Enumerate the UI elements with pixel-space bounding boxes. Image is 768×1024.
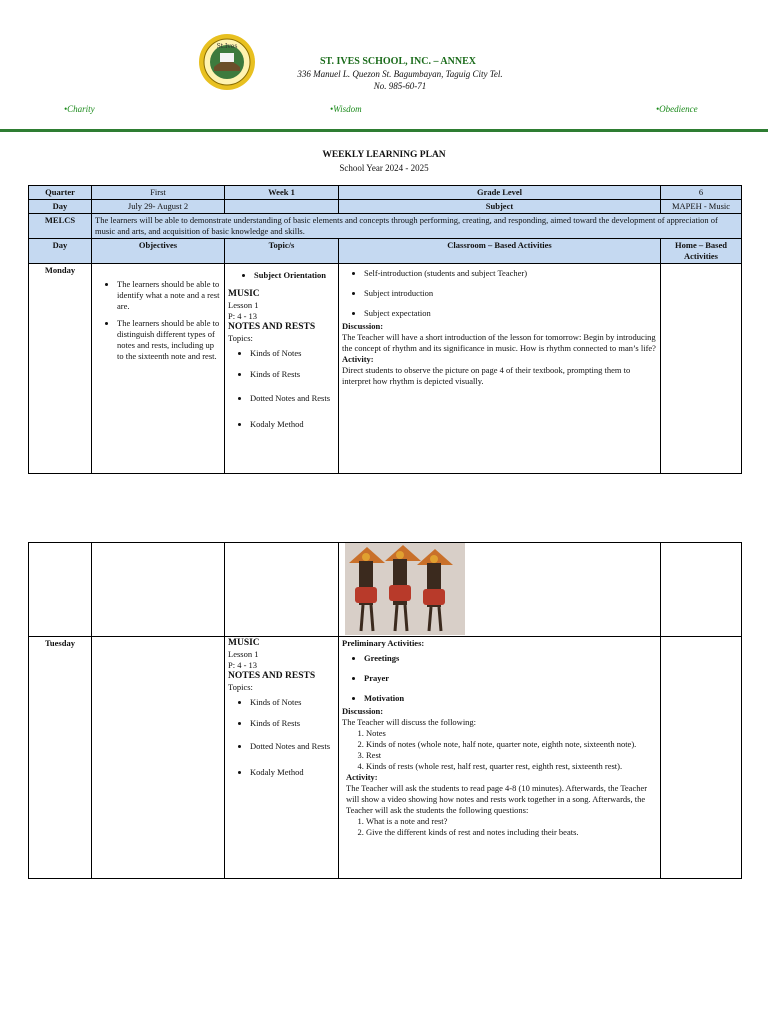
- motto-wisdom: •Wisdom: [330, 104, 362, 114]
- monday-topics: [225, 264, 339, 474]
- topic-item: • Kinds of Notes: [250, 348, 335, 359]
- learning-plan-table-1: [28, 185, 742, 474]
- subject-label: Subject: [339, 200, 661, 214]
- monday-home-activities: [661, 264, 742, 474]
- date-range: July 29- August 2: [92, 200, 225, 214]
- monday-objectives: [92, 264, 225, 474]
- discussion-intro: The Teacher will discuss the following:: [342, 717, 477, 727]
- quarter-label: Quarter: [29, 186, 92, 200]
- discussion-label: Discussion:: [342, 321, 384, 331]
- discussion-item: 2. Kinds of notes (whole note, half note, quarter note, eighth note, sixteenth note).: [366, 739, 657, 750]
- topic-item: • Kinds of Rests: [250, 718, 335, 729]
- objective-item: • The learners should be able to distinguish different types of notes and rests, including up to the sixteenth note and rest.: [117, 318, 221, 362]
- school-year: School Year 2024 - 2025: [339, 163, 429, 173]
- question-item: 1. What is a note and rest?: [366, 816, 657, 827]
- drummers-picture: [345, 543, 465, 635]
- motto-charity: •Charity: [64, 104, 95, 114]
- discussion-label: Discussion:: [342, 706, 384, 716]
- activity-label: Activity:: [346, 772, 378, 782]
- topics-label: Topics:: [228, 682, 253, 692]
- col-topics: Topic/s: [225, 239, 339, 264]
- activity-label: Activity:: [342, 354, 374, 364]
- topic-item: • Kinds of Rests: [250, 369, 335, 380]
- address-line-2: No. 985-60-71: [373, 81, 427, 91]
- subject-value: MAPEH - Music: [661, 200, 742, 214]
- preliminary-item: • Motivation: [364, 693, 657, 704]
- page-range: P: 4 - 13: [228, 660, 258, 670]
- topic-item: • Kinds of Notes: [250, 697, 335, 708]
- activity-item: • Subject expectation: [364, 308, 657, 319]
- school-logo: [198, 33, 256, 91]
- topic-subject-orientation: • Subject Orientation: [254, 267, 335, 283]
- tuesday-objectives: [92, 637, 225, 879]
- col-home-activities: Home – Based Activities: [661, 239, 742, 264]
- topics-label: Topics:: [228, 333, 253, 343]
- activity-item: • Subject introduction: [364, 288, 657, 299]
- music-heading: MUSIC: [228, 638, 260, 648]
- school-name: ST. IVES SCHOOL, INC. – ANNEX: [320, 56, 476, 67]
- col-objectives: Objectives: [92, 239, 225, 264]
- learning-plan-table-2: [28, 542, 742, 879]
- svg-text:St.Ives: St.Ives: [216, 43, 238, 50]
- col-day: Day: [29, 239, 92, 264]
- lesson-number: Lesson 1: [228, 300, 259, 310]
- unit-title: NOTES AND RESTS: [228, 322, 316, 332]
- grade-level-label: Grade Level: [339, 186, 661, 200]
- preliminary-item: • Greetings: [364, 653, 657, 664]
- topic-item: • Dotted Notes and Rests: [250, 390, 335, 406]
- discussion-text: The Teacher will have a short introduction of the lesson for tomorrow: Begin by introducing the concept of rhythm and its significance in music. How is rhythm connected to man’s life?: [342, 332, 656, 353]
- grade-level-value: 6: [661, 186, 742, 200]
- topic-item: • Dotted Notes and Rests: [250, 739, 335, 754]
- plan-title: WEEKLY LEARNING PLAN: [322, 150, 446, 160]
- preliminary-label: Preliminary Activities:: [342, 638, 425, 648]
- day-monday: Monday: [29, 264, 92, 474]
- lesson-number: Lesson 1: [228, 649, 259, 659]
- music-heading: MUSIC: [228, 289, 260, 299]
- header-divider: [0, 129, 768, 132]
- question-item: 2. Give the different kinds of rest and notes including their beats.: [366, 827, 657, 838]
- day-label: Day: [29, 200, 92, 214]
- quarter-value: First: [92, 186, 225, 200]
- discussion-item: 1. Notes: [366, 728, 657, 739]
- rhythm-picture-cell: [339, 543, 661, 637]
- tuesday-classroom-activities: [339, 637, 661, 879]
- topic-item: • Kodaly Method: [250, 764, 335, 780]
- address-line-1: 336 Manuel L. Quezon St. Bagumbayan, Taguig City Tel.: [297, 69, 503, 79]
- melcs-label: MELCS: [29, 214, 92, 239]
- unit-title: NOTES AND RESTS: [228, 671, 316, 681]
- page-range: P: 4 - 13: [228, 311, 258, 321]
- melcs-text: The learners will be able to demonstrate understanding of basic elements and concepts through performing, creating, and responding, aimed toward the development of appreciation of music and arts, and acquisition of basic knowledge and skills.: [92, 214, 742, 239]
- monday-classroom-activities: [339, 264, 661, 474]
- activity-text: Direct students to observe the picture on page 4 of their textbook, prompting them to interpret how rhythm is depicted visually.: [342, 365, 631, 386]
- tuesday-home-activities: [661, 637, 742, 879]
- topic-item: • Kodaly Method: [250, 416, 335, 432]
- activity-item: • Self-introduction (students and subject Teacher): [364, 268, 657, 279]
- school-address: [270, 68, 530, 92]
- discussion-item: 3. Rest: [366, 750, 657, 761]
- preliminary-item: • Prayer: [364, 673, 657, 684]
- col-classroom-activities: Classroom – Based Activities: [339, 239, 661, 264]
- activity-text: The Teacher will ask the students to read page 4-8 (10 minutes). Afterwards, the Teacher will show a video showing how notes and rests work together in a song. Afterwards, the Teacher will ask the students the following questions:: [346, 783, 648, 815]
- discussion-item: 4. Kinds of rests (whole rest, half rest, quarter rest, eighth rest, sixteenth rest).: [366, 761, 657, 772]
- motto-obedience: •Obedience: [656, 104, 698, 114]
- week-label: Week 1: [225, 186, 339, 200]
- day-tuesday: Tuesday: [29, 637, 92, 879]
- tuesday-topics: [225, 637, 339, 879]
- objective-item: • The learners should be able to identify what a note and a rest are.: [117, 279, 221, 312]
